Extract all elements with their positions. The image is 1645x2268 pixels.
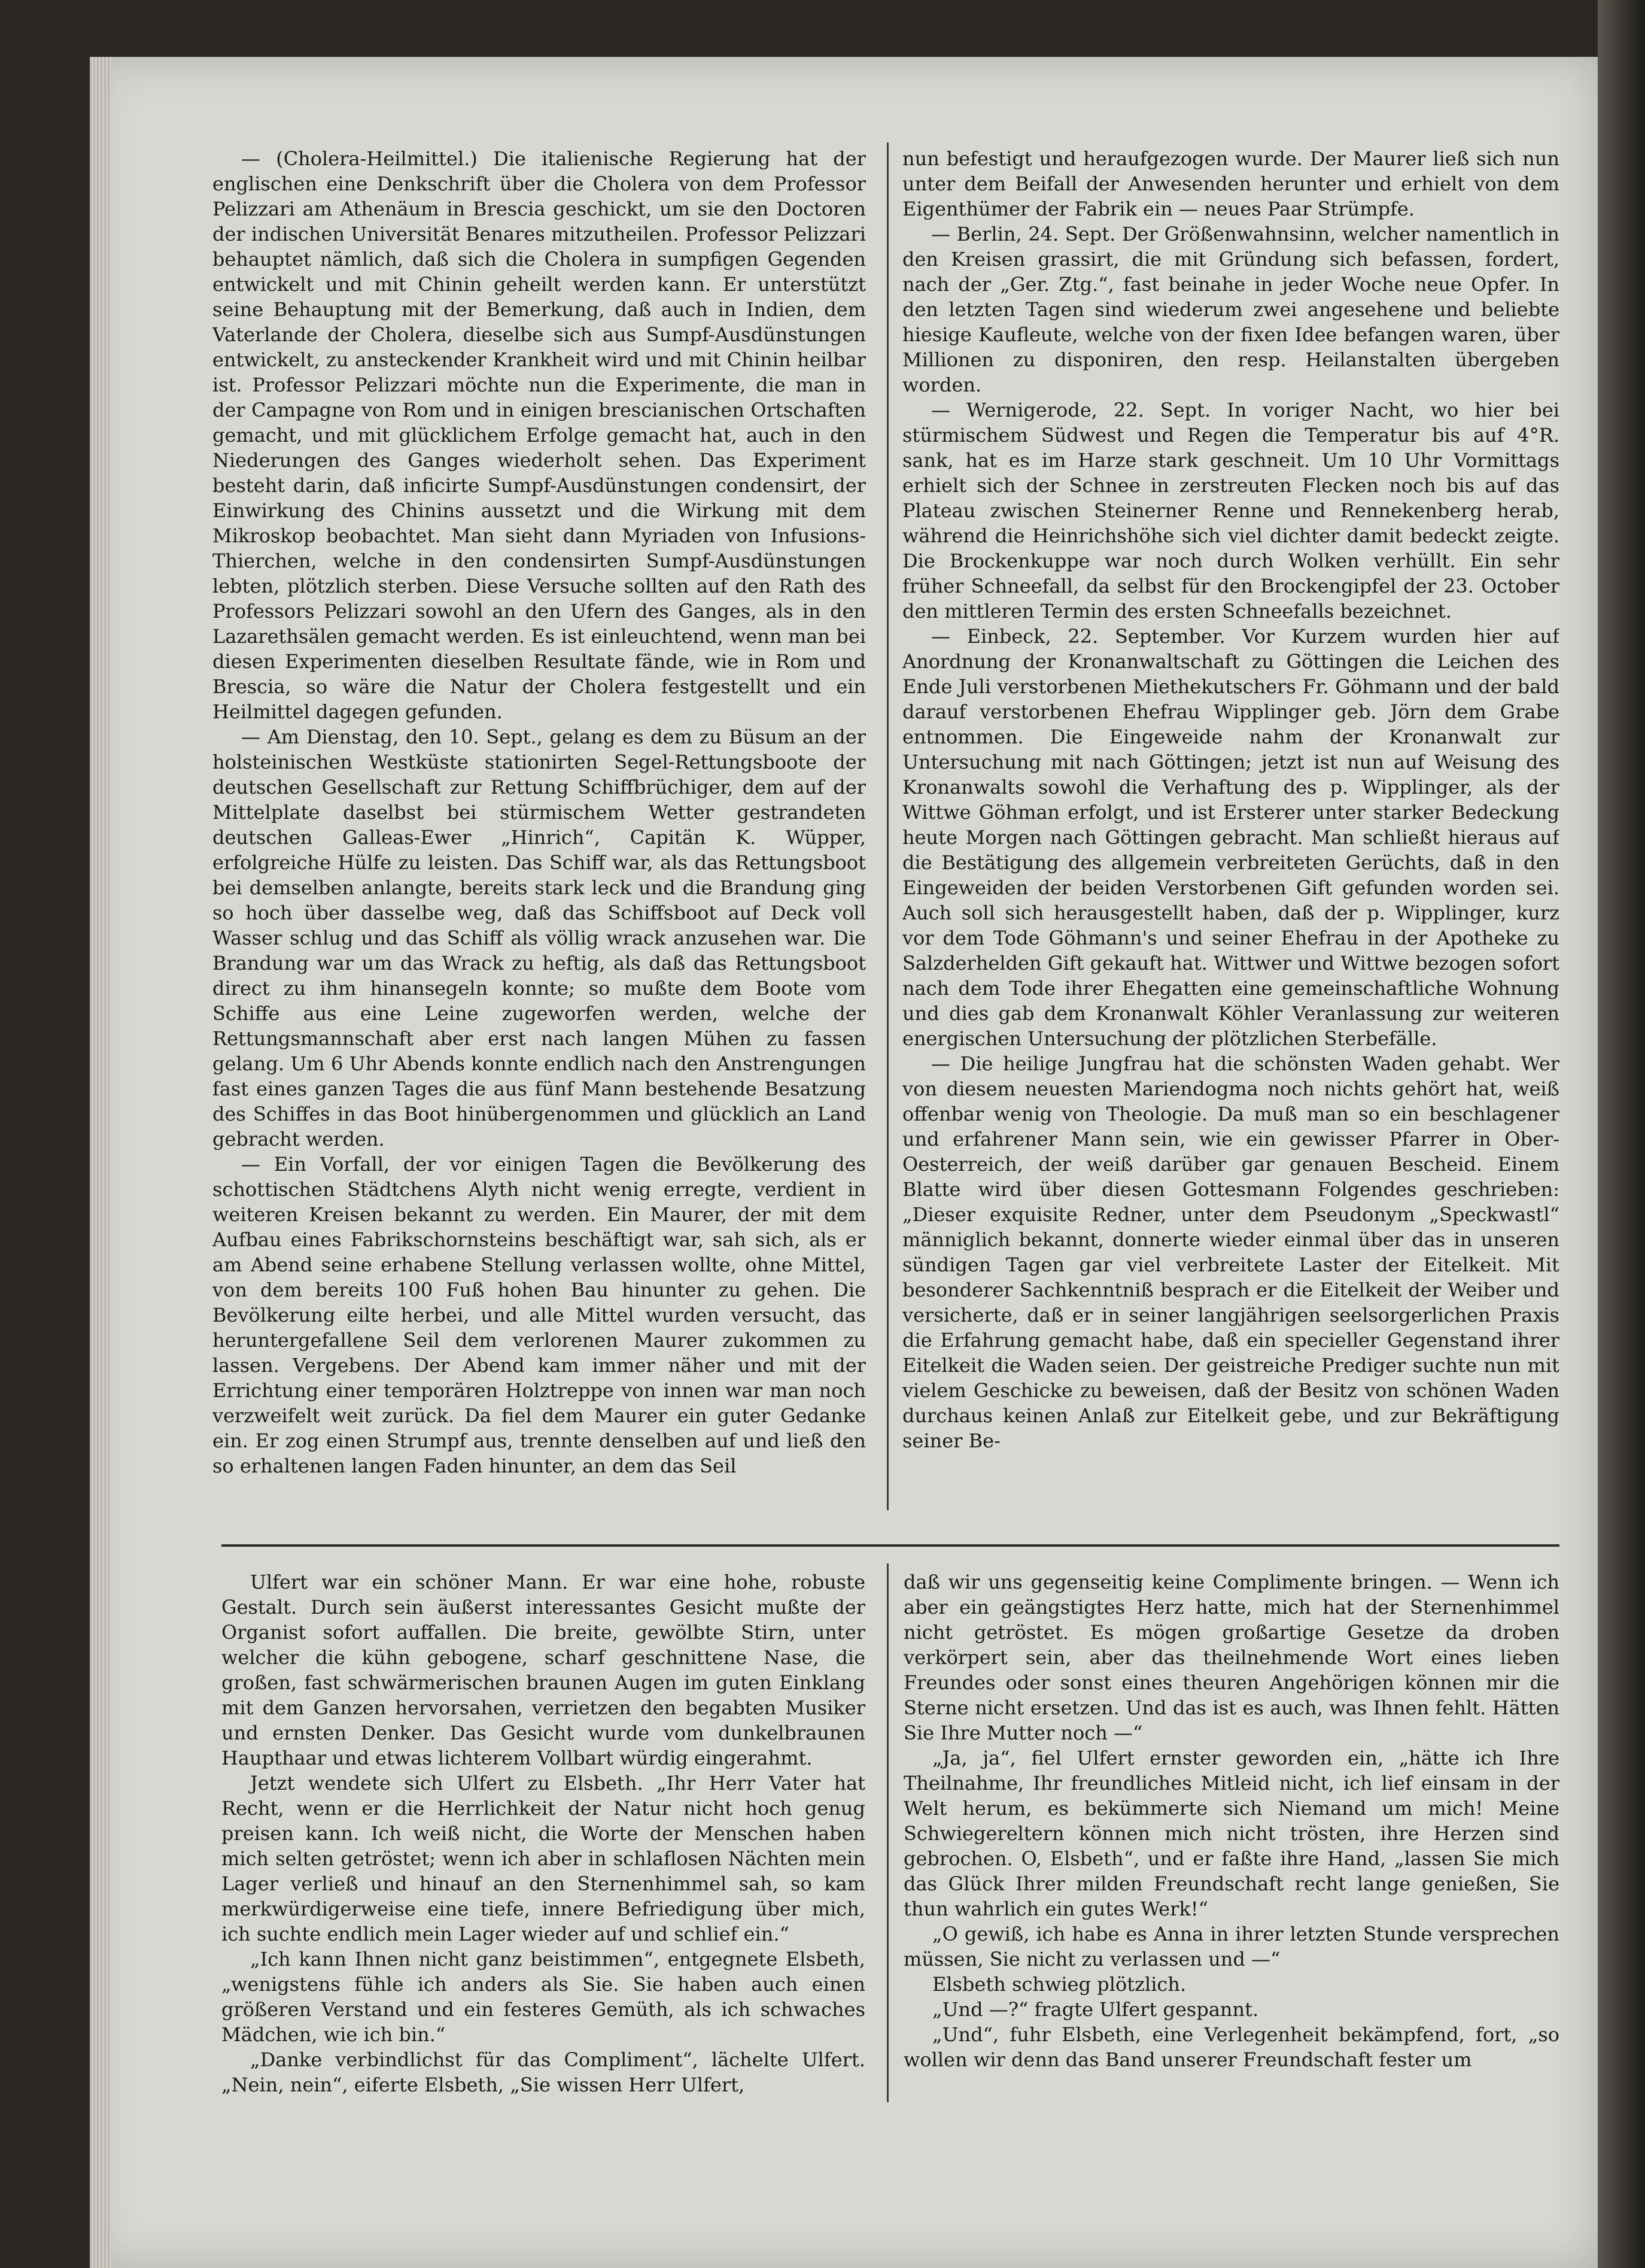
- news-item-cholera: — (Cholera-Heilmittel.) Die italienische Regierung hat der englischen eine Denkschrift über die Cholera von dem Professor Pelizzari am Athenäum in Brescia geschickt, um sie den Doctoren der indischen Universität Benares mitzutheilen. Professor Pelizzari behauptet nämlich, daß sich die Cholera in sumpfigen Gegenden entwickelt und mit Chinin geheilt werden kann. Er unterstützt seine Behauptung mit der Bemerkung, daß auch in Indien, dem Vaterlande der Cholera, dieselbe sich aus Sumpf-Ausdünstungen entwickelt, zu ansteckender Krankheit wird und mit Chinin heilbar ist. Professor Pelizzari möchte nun die Experimente, die man in der Campagne von Rom und in einigen brescianischen Ortschaften gemacht, und mit glücklichem Erfolge gemacht hat, auch in den Niederungen des Ganges wiederholt sehen. Das Experiment besteht darin, daß inficirte Sumpf-Ausdünstungen condensirt, der Einwirkung des Chinins aussetzt und die Wirkung mit dem Mikroskop beobachtet. Man sieht dann Myriaden von Infusions-Thierchen, welche in den condensirten Sumpf-Ausdünstungen lebten, plötzlich sterben. Diese Versuche sollten auf den Rath des Professors Pelizzari sowohl an den Ufern des Ganges, als in den Lazarethsälen gemacht werden. Es ist einleuchtend, wenn man bei diesen Experimenten dieselben Resultate fände, wie in Rom und Brescia, so wäre die Natur der Cholera festgestellt und ein Heilmittel dagegen gefunden.: [212, 147, 866, 723]
- story-paragraph: „O gewiß, ich habe es Anna in ihrer letzten Stunde versprechen müssen, Sie nicht zu verlassen und —“: [904, 1923, 1559, 1971]
- news-column-left: [212, 146, 866, 1517]
- story-paragraph: „Danke verbindlichst für das Compliment“, lächelte Ulfert. „Nein, nein“, eiferte Elsbeth, „Sie wissen Herr Ulfert,: [221, 2048, 865, 2096]
- column-divider-bottom: [887, 1563, 889, 2102]
- feuilleton-separator: [221, 1544, 1559, 1547]
- feuilleton-column-right: [904, 1569, 1559, 2102]
- news-item-alyth-cont: nun befestigt und heraufgezogen wurde. Der Maurer ließ sich nun unter dem Beifall der Anwesenden herunter und erhielt von dem Eigenthümer der Fabrik ein — neues Paar Strümpfe.: [902, 147, 1559, 220]
- story-paragraph: „Ich kann Ihnen nicht ganz beistimmen“, entgegnete Elsbeth, „wenigstens fühle ich anders als Sie. Sie haben auch einen größeren Verstand und ein festeres Gemüth, als ich schwaches Mädchen, wie ich bin.“: [221, 1948, 865, 2046]
- story-paragraph: „Ja, ja“, fiel Ulfert ernster geworden ein, „hätte ich Ihre Theilnahme, Ihr freundliches Mitleid nicht, ich lief einsam in der Welt herum, es bekümmerte sich Niemand um mich! Meine Schwiegereltern können mich nicht trösten, ihre Herzen sind gebrochen. O, Elsbeth“, und er faßte ihre Hand, „lassen Sie mich das Glück Ihrer milden Freundschaft recht lange genießen, Sie thun wahrlich ein gutes Werk!“: [904, 1747, 1559, 1920]
- feuilleton-column-left: [221, 1569, 865, 2102]
- news-item-einbeck: — Einbeck, 22. September. Vor Kurzem wurden hier auf Anordnung der Kronanwaltschaft zu Göttingen die Leichen des Ende Juli verstorbenen Miethekutschers Fr. Göhmann und der bald darauf verstorbenen Ehefrau Wipplinger geb. Jörn dem Grabe entnommen. Die Eingeweide nahm der Kronanwalt zur Untersuchung mit nach Göttingen; jetzt ist nun auf Weisung des Kronanwalts sowohl die Verhaftung des p. Wipplinger, als der Wittwe Göhman erfolgt, und ist Ersterer unter starker Bedeckung heute Morgen nach Göttingen gebracht. Man schließt hieraus auf die Bestätigung des allgemein verbreiteten Gerüchts, daß in den Eingeweiden der beiden Verstorbenen Gift gefunden worden sei. Auch soll sich herausgestellt haben, daß der p. Wipplinger, kurz vor dem Tode Göhmann's und seiner Ehefrau in der Apotheke zu Salzderhelden Gift gekauft hat. Wittwer und Wittwe bezogen sofort nach dem Tode ihrer Ehegatten eine gemeinschaftliche Wohnung und dies gab dem Kronanwalt Köhler Veranlassung zur weiteren energischen Untersuchung der plötzlichen Sterbefälle.: [902, 625, 1559, 1050]
- story-paragraph: Ulfert war ein schöner Mann. Er war eine hohe, robuste Gestalt. Durch sein äußerst interessantes Gesicht mußte der Organist sofort auffallen. Die breite, gewölbte Stirn, unter welcher die kühn gebogene, scharf geschnittene Nase, die großen, fast schwärmerischen braunen Augen im guten Einklang mit dem Ganzen hervorsahen, verrietzen den begabten Musiker und ernsten Denker. Das Gesicht wurde vom dunkelbraunen Haupthaar und etwas lichterem Vollbart würdig eingerahmt.: [221, 1571, 865, 1769]
- story-paragraph: „Und“, fuhr Elsbeth, eine Verlegenheit bekämpfend, fort, „so wollen wir denn das Band unserer Freundschaft fester um: [904, 2023, 1559, 2071]
- news-item-jungfrau: — Die heilige Jungfrau hat die schönsten Waden gehabt. Wer von diesem neuesten Mariendogma noch nichts gehört hat, weiß offenbar wenig von Theologie. Da muß man so ein beschlagener und erfahrener Mann sein, wie ein gewisser Pfarrer in Ober-Oesterreich, der weiß darüber gar genauen Bescheid. Einem Blatte wird über diesen Gottesmann Folgendes geschrieben: „Dieser exquisite Redner, unter dem Pseudonym „Speckwastl“ männiglich bekannt, donnerte wieder einmal über das in unseren sündigen Tagen gar viel verbreitete Laster der Eitelkeit. Mit besonderer Sachkenntniß besprach er die Eitelkeit der Weiber und versicherte, daß er in seiner langjährigen seelsorgerlichen Praxis die Erfahrung gemacht habe, daß ein specieller Gegenstand ihrer Eitelkeit die Waden seien. Der geistreiche Prediger suchte nun mit vielem Geschicke zu beweisen, daß der Besitz von schönen Waden durchaus keinen Anlaß zur Eitelkeit gebe, und zur Bekräftigung seiner Be-: [902, 1052, 1559, 1452]
- news-item-berlin: — Berlin, 24. Sept. Der Größenwahnsinn, welcher namentlich in den Kreisen grassirt, die mit Gründung sich befassen, fordert, nach der „Ger. Ztg.“, fast beinahe in jeder Woche neue Opfer. In den letzten Tagen sind wiederum zwei angesehene und beliebte hiesige Kaufleute, welche von der fixen Idee befangen waren, über Millionen zu disponiren, den resp. Heilanstalten übergeben worden.: [902, 223, 1559, 396]
- news-item-wernigerode: — Wernigerode, 22. Sept. In voriger Nacht, wo hier bei stürmischem Südwest und Regen die Temperatur bis auf 4°R. sank, hat es im Harze stark geschneit. Um 10 Uhr Vormittags erhielt sich der Schnee in zerstreuten Flecken noch bis auf das Plateau zwischen Steinerner Renne und Rennekenberg herab, während die Heinrichshöhe sich viel dichter damit bedeckt zeigte. Die Brockenkuppe war noch durch Wolken verhüllt. Ein sehr früher Schneefall, da selbst für den Brockengipfel der 23. October den mittleren Termin des ersten Schneefalls bezeichnet.: [902, 399, 1559, 623]
- story-paragraph: Jetzt wendete sich Ulfert zu Elsbeth. „Ihr Herr Vater hat Recht, wenn er die Herrlichkeit der Natur nicht hoch genug preisen kann. Ich weiß nicht, die Worte der Menschen haben mich selten getröstet; wenn ich aber in schlaflosen Nächten mein Lager verließ und hinauf an den Sternenhimmel sah, so kam merkwürdigerweise eine tiefe, innere Befriedigung über mich, ich suchte endlich mein Lager wieder auf und schlief ein.“: [221, 1772, 865, 1945]
- story-paragraph: daß wir uns gegenseitig keine Complimente bringen. — Wenn ich aber ein geängstigtes Herz hatte, mich hat der Sternenhimmel nicht getröstet. Es mögen großartige Gesetze da droben verkörpert sein, aber das theilnehmende Wort eines lieben Freundes oder sonst eines theuren Angehörigen können mir die Sterne nicht ersetzen. Und das ist es auch, was Ihnen fehlt. Hätten Sie Ihre Mutter noch —“: [904, 1571, 1559, 1744]
- page-edge-stack: [90, 57, 111, 2268]
- column-divider-top: [887, 142, 889, 1510]
- book-spine: [1598, 0, 1645, 2268]
- news-item-rescue: — Am Dienstag, den 10. Sept., gelang es dem zu Büsum an der holsteinischen Westküste stationirten Segel-Rettungsboote der deutschen Gesellschaft zur Rettung Schiffbrüchiger, dem auf der Mittelplate daselbst bei stürmischem Wetter gestrandeten deutschen Galleas-Ewer „Hinrich“, Capitän K. Wüpper, erfolgreiche Hülfe zu leisten. Das Schiff war, als das Rettungsboot bei demselben anlangte, bereits stark leck und die Brandung ging so hoch über dasselbe weg, daß das Schiffsboot auf Deck voll Wasser schlug und das Schiff als völlig wrack anzusehen war. Die Brandung war um das Wrack zu heftig, als daß das Rettungsboot direct zu ihm hinansegeln konnte; so mußte dem Boote vom Schiffe aus eine Leine zugeworfen werden, welche der Rettungsmannschaft aber erst nach langen Mühen zu fassen gelang. Um 6 Uhr Abends konnte endlich nach den Anstrengungen fast eines ganzen Tages die aus fünf Mann bestehende Besatzung des Schiffes in das Boot hinübergenommen und glücklich an Land gebracht werden.: [212, 725, 866, 1150]
- news-item-alyth: — Ein Vorfall, der vor einigen Tagen die Bevölkerung des schottischen Städtchens Alyth nicht wenig erregte, verdient in weiteren Kreisen bekannt zu werden. Ein Maurer, der mit dem Aufbau eines Fabrikschornsteins beschäftigt war, sah sich, als er am Abend seine erhabene Stellung verlassen wollte, ohne Mittel, von dem bereits 100 Fuß hohen Bau hinunter zu gehen. Die Bevölkerung eilte herbei, und alle Mittel wurden versucht, das heruntergefallene Seil dem verlorenen Maurer zukommen zu lassen. Vergebens. Der Abend kam immer näher und mit der Errichtung einer temporären Holztreppe von innen war man noch verzweifelt weit zurück. Da fiel dem Maurer ein guter Gedanke ein. Er zog einen Strumpf aus, trennte denselben auf und ließ den so erhaltenen langen Faden hinunter, an dem das Seil: [212, 1153, 866, 1477]
- news-column-right: [902, 146, 1559, 1517]
- story-paragraph: Elsbeth schwieg plötzlich.: [932, 1973, 1187, 1996]
- story-paragraph: „Und —?“ fragte Ulfert gespannt.: [932, 1998, 1259, 2021]
